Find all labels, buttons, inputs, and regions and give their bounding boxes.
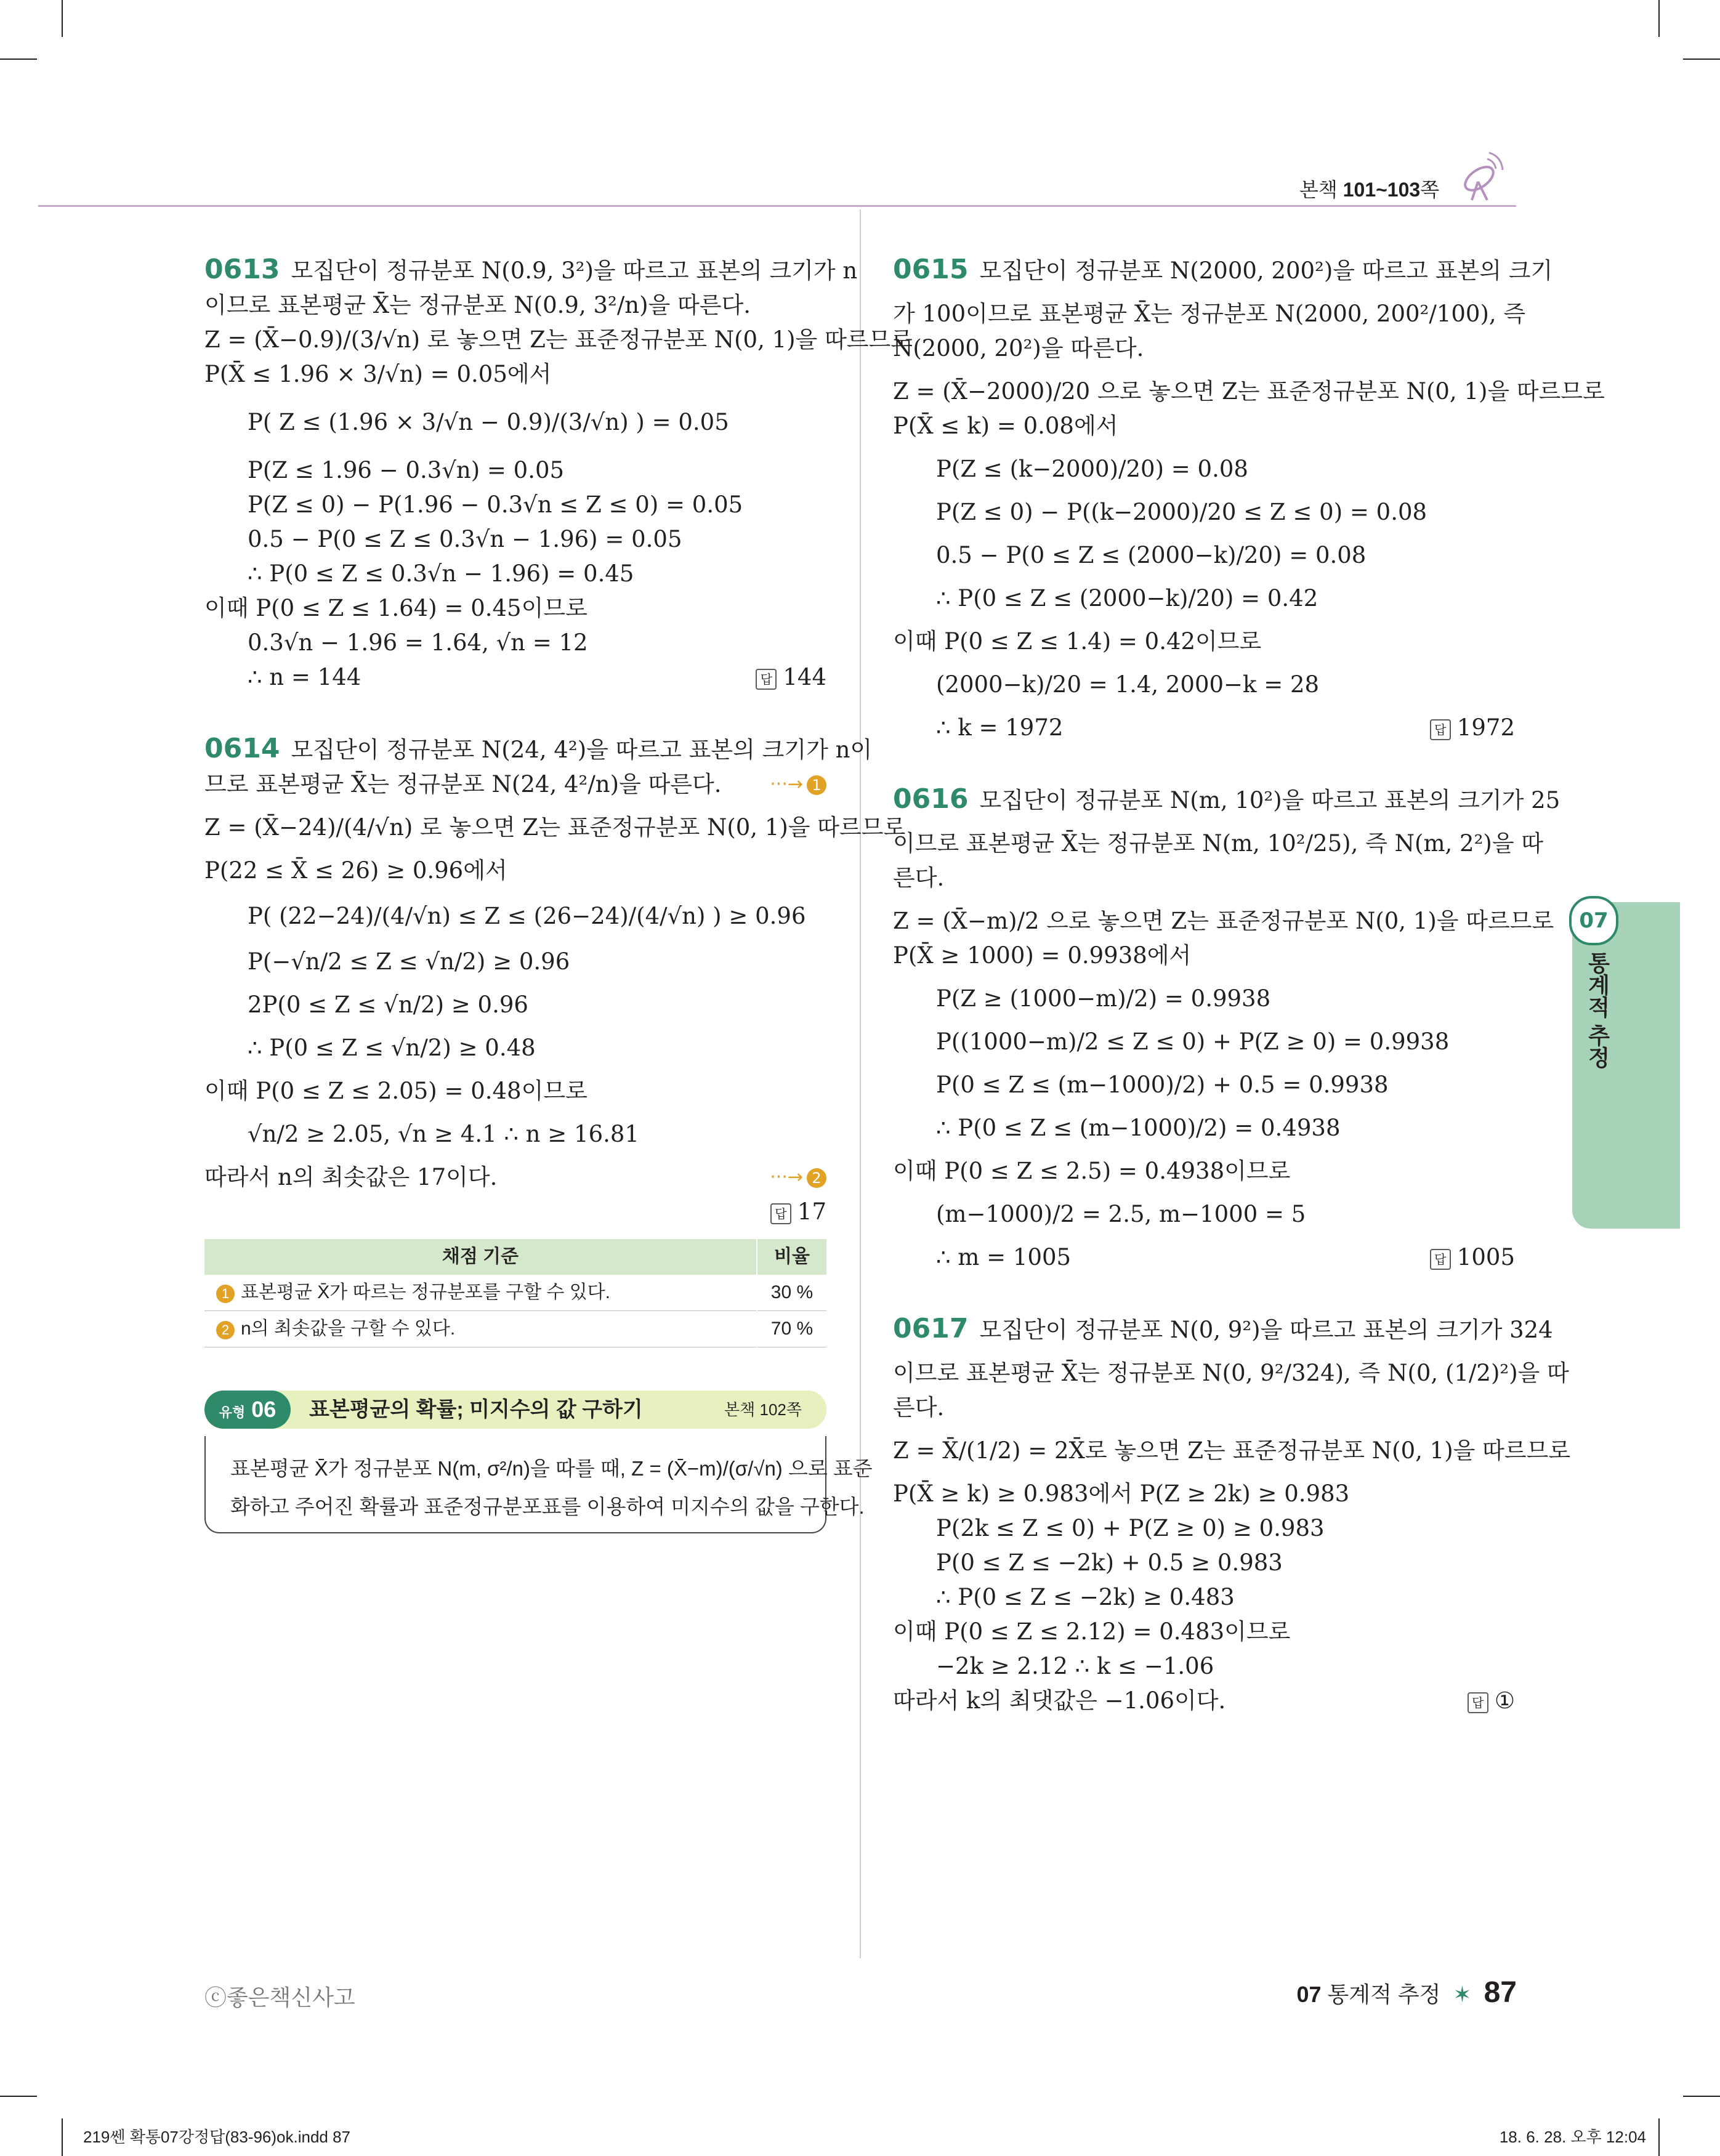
solution-line: P(2k ≤ Z ≤ 0) + P(Z ≥ 0) ≥ 0.983 xyxy=(936,1515,1325,1541)
answer xyxy=(204,1195,826,1229)
rubric-row xyxy=(204,1311,826,1347)
solution-line: P(0 ≤ Z ≤ −2k) + 0.5 ≥ 0.983 xyxy=(936,1549,1283,1576)
scoring-rubric-table xyxy=(204,1239,826,1347)
problem-type-reference: 본책 102쪽 xyxy=(724,1400,802,1419)
problem-number: 0615 xyxy=(893,254,969,285)
rubric-header-ratio: 비율 xyxy=(757,1239,826,1275)
solution-line: 이때 P(0 ≤ Z ≤ 2.05) = 0.48이므로 xyxy=(204,1078,587,1104)
footer-chapter-title: 통계적 추정 xyxy=(1327,1982,1441,2007)
answer-value: ① xyxy=(1494,1687,1515,1714)
solution-line: 이므로 표본평균 X̄는 정규분포 N(m, 10²/25), 즉 N(m, 2²)을 따 xyxy=(893,830,1544,857)
step-marker-2: ···→ 2 xyxy=(770,1160,826,1195)
solution-line: 가 100이므로 표본평균 X̄는 정규분포 N(2000, 200²/100), 즉 xyxy=(893,301,1526,327)
solution-line: 이때 P(0 ≤ Z ≤ 2.12) = 0.483이므로 xyxy=(893,1618,1291,1645)
solution-line: P(X̄ ≥ k) ≥ 0.983에서 P(Z ≥ 2k) ≥ 0.983 xyxy=(893,1480,1350,1507)
solution-line: ∴ k = 1972 xyxy=(936,714,1064,741)
solution-line: ∴ P(0 ≤ Z ≤ √n/2) ≥ 0.48 xyxy=(248,1035,536,1061)
solution-line: ∴ P(0 ≤ Z ≤ (2000−k)/20) = 0.42 xyxy=(936,585,1318,612)
solution-line: 모집단이 정규분포 N(2000, 200²)을 따르고 표본의 크기 xyxy=(979,257,1553,284)
rubric-text: n의 최솟값을 구할 수 있다. xyxy=(241,1318,456,1339)
solution-line: (2000−k)/20 = 1.4, 2000−k = 28 xyxy=(936,671,1320,698)
answer xyxy=(1468,1684,1515,1718)
solution-line: √n/2 ≥ 2.05, √n ≥ 4.1 ∴ n ≥ 16.81 xyxy=(248,1121,639,1147)
solution-line: 이때 P(0 ≤ Z ≤ 1.4) = 0.42이므로 xyxy=(893,628,1262,655)
solution-line: P(Z ≤ 1.96 − 0.3√n) = 0.05 xyxy=(248,457,565,483)
solution-line: 0.3√n − 1.96 = 1.64, √n = 12 xyxy=(248,629,588,656)
rubric-row xyxy=(204,1275,826,1311)
problem-number: 0614 xyxy=(204,733,280,764)
solution-line: 따라서 n의 최솟값은 17이다. xyxy=(204,1164,498,1190)
solution-line: ∴ n = 144 xyxy=(248,664,361,690)
answer-value: 144 xyxy=(783,664,826,690)
solution-line: P(X̄ ≤ 1.96 × 3/√n) = 0.05에서 xyxy=(204,361,552,387)
step-marker-1: ···→ 1 xyxy=(770,767,826,802)
answer-icon: 답 xyxy=(756,669,777,690)
answer-icon: 답 xyxy=(1430,719,1451,740)
problem-number: 0616 xyxy=(893,783,969,815)
solution-line: ∴ m = 1005 xyxy=(936,1244,1072,1270)
print-slug-date: 18. 6. 28. 오후 12:04 xyxy=(1499,2128,1646,2146)
solution-line: 이때 P(0 ≤ Z ≤ 1.64) = 0.45이므로 xyxy=(204,595,587,621)
answer-value: 1972 xyxy=(1456,714,1515,741)
answer-icon: 답 xyxy=(1430,1249,1451,1270)
solution-line: ∴ P(0 ≤ Z ≤ (m−1000)/2) = 0.4938 xyxy=(936,1115,1341,1141)
solution-line: P(−√n/2 ≤ Z ≤ √n/2) ≥ 0.96 xyxy=(248,948,570,975)
rubric-ratio: 30 % xyxy=(757,1275,826,1311)
solution-line: P(X̄ ≤ k) = 0.08에서 xyxy=(893,413,1118,439)
print-slug-file: 219쎈 확통07강정답(83-96)ok.indd 87 xyxy=(83,2128,351,2146)
solution-line: Z = (X̄−24)/(4/√n) 로 놓으면 Z는 표준정규분포 N(0, 1)을 따르므로 xyxy=(204,814,906,841)
solution-line: P( (22−24)/(4/√n) ≤ Z ≤ (26−24)/(4/√n) ) ≥ 0.96 xyxy=(248,903,806,929)
solution-line: 이때 P(0 ≤ Z ≤ 2.5) = 0.4938이므로 xyxy=(893,1158,1291,1184)
header-ref-suffix: 쪽 xyxy=(1420,179,1440,201)
solution-line: ∴ P(0 ≤ Z ≤ −2k) ≥ 0.483 xyxy=(936,1584,1235,1610)
solution-line: 므로 표본평균 X̄는 정규분포 N(24, 4²/n)을 따른다. xyxy=(204,771,722,797)
solution-line: P(Z ≥ (1000−m)/2) = 0.9938 xyxy=(936,985,1271,1012)
solution-line: P(Z ≤ 0) − P((k−2000)/20 ≤ Z ≤ 0) = 0.08 xyxy=(936,499,1427,525)
solution-line: (m−1000)/2 = 2.5, m−1000 = 5 xyxy=(936,1201,1306,1227)
rubric-text: 표본평균 X̄가 따르는 정규분포를 구할 수 있다. xyxy=(241,1282,610,1302)
solution-line: P((1000−m)/2 ≤ Z ≤ 0) + P(Z ≥ 0) = 0.9938 xyxy=(936,1028,1450,1055)
problem-number: 0613 xyxy=(204,254,280,285)
answer xyxy=(1430,1240,1515,1275)
description-line: 표본평균 X̄가 정규분포 N(m, σ²/n)을 따를 때, Z = (X̄−m)/(σ/√n) 으로 표준 xyxy=(230,1457,873,1480)
footer-star-icon: ✶ xyxy=(1453,1982,1472,2007)
answer-value: 1005 xyxy=(1456,1244,1515,1270)
rubric-number: 1 xyxy=(216,1285,235,1303)
solution-line: ∴ P(0 ≤ Z ≤ 0.3√n − 1.96) = 0.45 xyxy=(248,560,634,587)
solution-line: 른다. xyxy=(893,1394,945,1421)
answer xyxy=(1430,711,1515,745)
solution-line: P(22 ≤ X̄ ≤ 26) ≥ 0.96에서 xyxy=(204,857,507,884)
problem-type-description xyxy=(204,1436,873,1533)
solution-0613 xyxy=(204,252,913,695)
left-column xyxy=(204,252,913,1533)
solution-line: Z = (X̄−2000)/20 으로 놓으면 Z는 표준정규분포 N(0, 1)을 따르므로 xyxy=(893,378,1605,405)
answer-value: 17 xyxy=(797,1198,826,1225)
problem-type-title: 표본평균의 확률; 미지수의 값 구하기 xyxy=(309,1398,643,1421)
solution-line: Z = (X̄−m)/2 으로 놓으면 Z는 표준정규분포 N(0, 1)을 따르므로 xyxy=(893,908,1554,934)
solution-line: 모집단이 정규분포 N(0.9, 3²)을 따르고 표본의 크기가 n xyxy=(291,257,858,284)
header-ref-pages: 101~103 xyxy=(1342,179,1421,201)
solution-line: P(Z ≤ (k−2000)/20) = 0.08 xyxy=(936,456,1248,482)
rubric-ratio: 70 % xyxy=(757,1311,826,1347)
solution-line: Z = X̄/(1/2) = 2X̄로 놓으면 Z는 표준정규분포 N(0, 1)을 따르므로 xyxy=(893,1437,1571,1464)
solution-final-line xyxy=(893,1684,1515,1718)
solution-final-line xyxy=(204,660,826,695)
solution-line: P(Z ≤ 0) − P(1.96 − 0.3√n ≤ Z ≤ 0) = 0.05 xyxy=(248,491,743,518)
solution-line: P(X̄ ≥ 1000) = 0.9938에서 xyxy=(893,942,1192,969)
solution-line: N(2000, 20²)을 따른다. xyxy=(893,335,1144,361)
problem-number: 0617 xyxy=(893,1313,969,1344)
footer-page-number: 87 xyxy=(1484,1976,1517,2009)
solution-line: −2k ≥ 2.12 ∴ k ≤ −1.06 xyxy=(936,1653,1214,1679)
answer-icon: 답 xyxy=(1468,1692,1488,1713)
solution-line: 0.5 − P(0 ≤ Z ≤ (2000−k)/20) = 0.08 xyxy=(936,542,1367,568)
header-ref-prefix: 본책 xyxy=(1299,179,1338,201)
solution-line: 따라서 k의 최댓값은 −1.06이다. xyxy=(893,1687,1226,1714)
description-line: 화하고 주어진 확률과 표준정규분포표를 이용하여 미지수의 값을 구한다. xyxy=(230,1495,865,1518)
header-page-reference xyxy=(1299,174,1439,203)
problem-type-header xyxy=(204,1391,826,1429)
footer-chapter xyxy=(1296,1976,1517,2009)
answer xyxy=(756,660,826,695)
solution-line: P(0 ≤ Z ≤ (m−1000)/2) + 0.5 = 0.9938 xyxy=(936,1072,1389,1098)
column-divider xyxy=(860,209,861,1958)
solution-line: 모집단이 정규분포 N(m, 10²)을 따르고 표본의 크기가 25 xyxy=(979,787,1561,814)
rubric-number: 2 xyxy=(216,1321,235,1339)
satellite-dish-icon xyxy=(1453,148,1509,203)
solution-line: 0.5 − P(0 ≤ Z ≤ 0.3√n − 1.96) = 0.05 xyxy=(248,526,682,552)
chapter-side-label: 통계적 추정 xyxy=(1585,951,1610,1069)
solution-line: 이므로 표본평균 X̄는 정규분포 N(0, 9²/324), 즉 N(0, (1/2)²)을 따 xyxy=(893,1360,1569,1386)
solution-line: 2P(0 ≤ Z ≤ √n/2) ≥ 0.96 xyxy=(248,991,528,1018)
solution-0617 xyxy=(893,1312,1571,1718)
answer-icon: 답 xyxy=(770,1203,791,1224)
problem-type-tag: 유형 06 xyxy=(204,1391,291,1429)
footer-chapter-number: 07 xyxy=(1296,1982,1322,2007)
solution-line: 모집단이 정규분포 N(0, 9²)을 따르고 표본의 크기가 324 xyxy=(979,1317,1553,1343)
footer-copyright: ⓒ좋은책신사고 xyxy=(204,1985,355,2010)
solution-0614 xyxy=(204,732,906,1229)
solution-0615 xyxy=(893,252,1605,745)
solution-0616 xyxy=(893,782,1561,1275)
solution-line: 이므로 표본평균 X̄는 정규분포 N(0.9, 3²/n)을 따른다. xyxy=(204,292,751,318)
chapter-side-number: 07 xyxy=(1569,896,1618,945)
solution-final-line xyxy=(893,1240,1515,1275)
solution-final-line xyxy=(893,711,1515,745)
rubric-header-criteria: 채점 기준 xyxy=(204,1239,757,1275)
solution-line: 모집단이 정규분포 N(24, 4²)을 따르고 표본의 크기가 n이 xyxy=(291,737,873,763)
header-rule xyxy=(38,205,1516,207)
solution-line: 른다. xyxy=(893,865,945,891)
problem-type-box xyxy=(204,1391,873,1533)
solution-line: P( Z ≤ (1.96 × 3/√n − 0.9)/(3/√n) ) = 0.05 xyxy=(248,409,729,435)
solution-line: Z = (X̄−0.9)/(3/√n) 로 놓으면 Z는 표준정규분포 N(0, 1)을 따르므로 xyxy=(204,326,913,353)
